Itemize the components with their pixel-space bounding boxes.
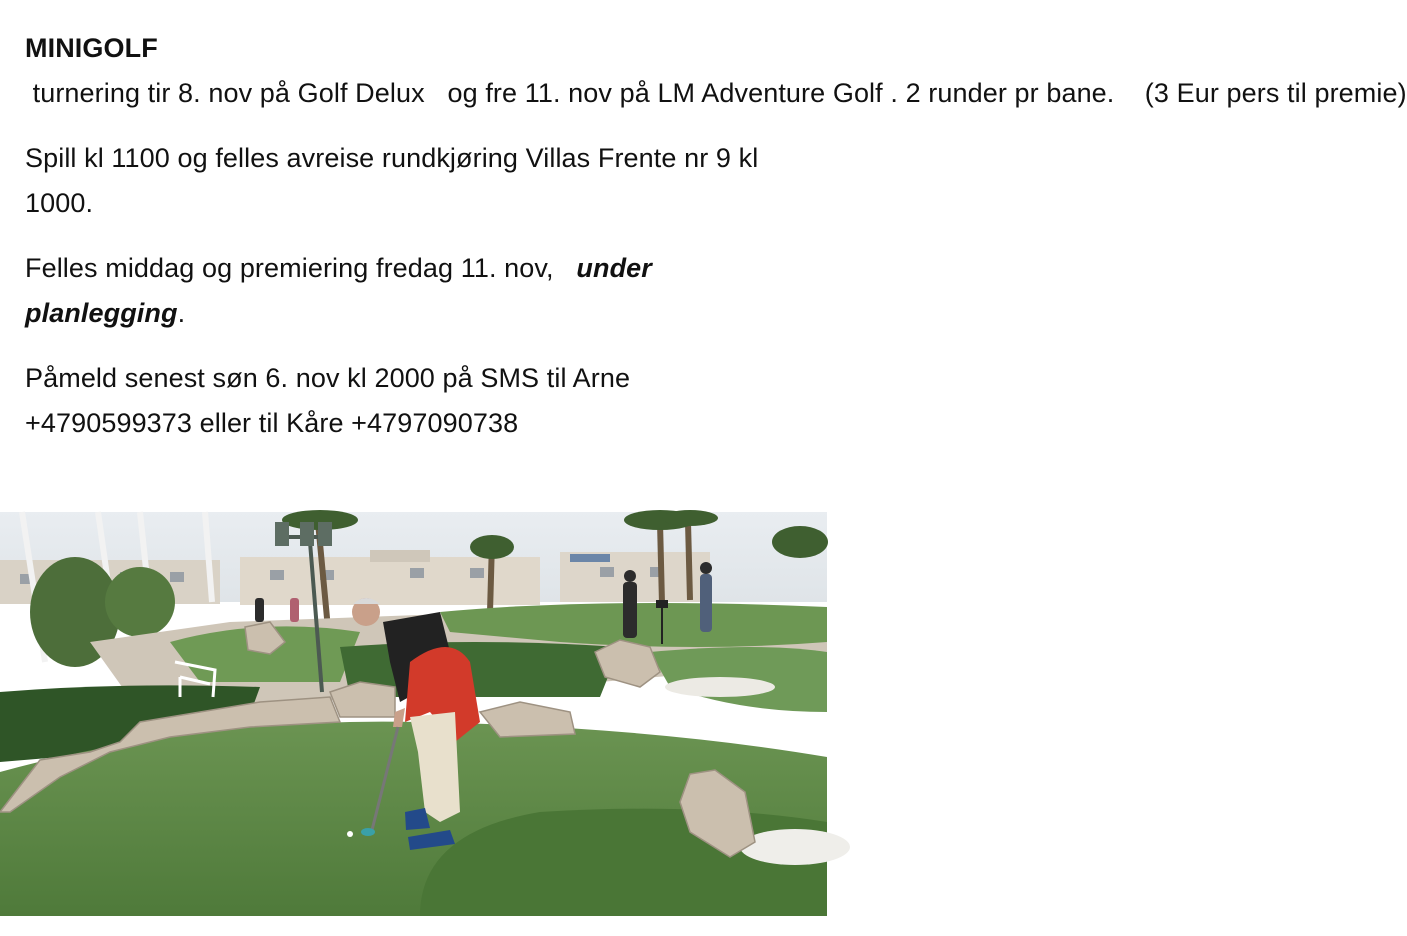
- post-paragraph-2: Spill kl 1100 og felles avreise rundkjøring Villas Frente nr 9 kl 1000.: [25, 143, 759, 218]
- post-body: [0, 0, 1407, 446]
- post-title-strong: MINIGOLF: [25, 33, 158, 63]
- post-paragraph-3: [25, 246, 801, 336]
- post-photo[interactable]: [0, 512, 827, 916]
- post-paragraph-3-text: Felles middag og premiering fredag 11. nov,: [25, 253, 577, 283]
- minigolf-photo: [0, 512, 827, 916]
- post-paragraph-4: Påmeld senest søn 6. nov kl 2000 på SMS til Arne +4790599373 eller til Kåre +4797090738: [25, 363, 631, 438]
- post-paragraph-3-end: .: [177, 298, 186, 328]
- post-emphasis: under planlegging: [25, 253, 652, 328]
- post-paragraph-1: [25, 26, 1407, 116]
- post-paragraph-1-text: turnering tir 8. nov på Golf Delux og fre 11. nov på LM Adventure Golf . 2 runder pr bane. (3 Eur pers til premie): [25, 78, 1407, 108]
